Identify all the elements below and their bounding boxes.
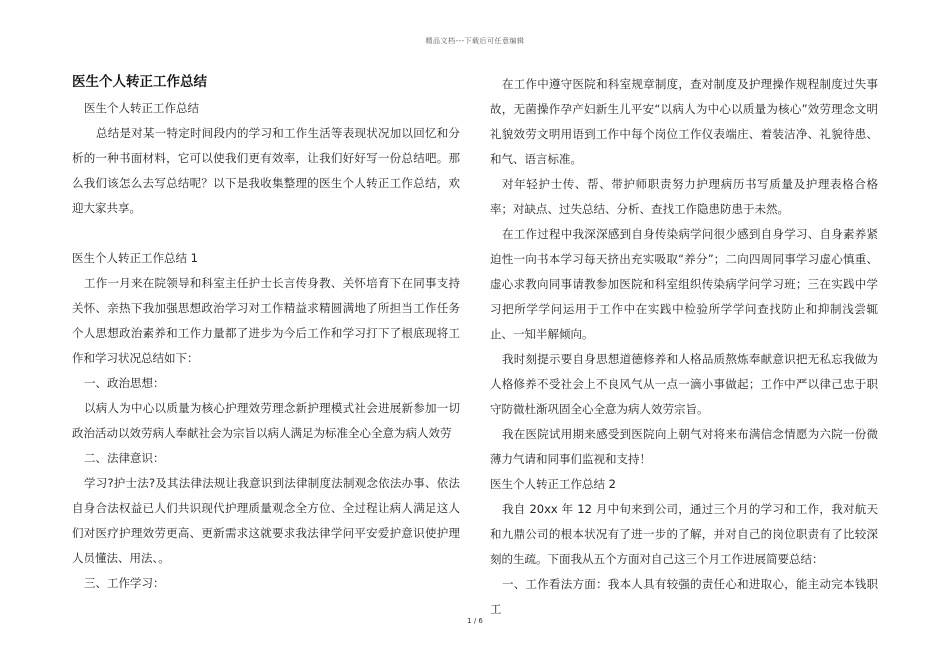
- paragraph: 对年轻护士传、帮、带护师职责努力护理病历书写质量及护理表格合格率；对缺点、过失总结、分析、查找工作隐患防患于未然。: [490, 177, 878, 216]
- paragraph: 我在医院试用期来感受到医院向上朝气对将来布满信念情愿为六院一份微薄力气请和同事们监视和支持！: [490, 427, 878, 466]
- heading-work-study: 三、工作学习：: [84, 576, 165, 590]
- paragraph: 一、工作看法方面：我本人具有较强的责任心和进取心，能主动完本钱职工: [490, 577, 878, 616]
- heading-politics: 一、政治思想：: [84, 376, 165, 390]
- intro-paragraph: 总结是对某一特定时间段内的学习和工作生活等表现状况加以回忆和分析的一种书面材料，它可以使我们更有效率，让我们好好写一份总结吧。那么我们该怎么去写总结呢？以下是我收集整理的医生个人转正工作总结，欢迎大家共享。: [72, 126, 460, 215]
- paragraph: 我时刻提示要自身思想道德修养和人格品质熬炼奉献意识把无私忘我做为人格修养不受社会上不良风气从一点一滴小事做起；工作中严以律己忠于职守防微杜渐巩固全心全意为病人效劳宗旨。: [490, 352, 878, 416]
- right-column: [490, 72, 878, 622]
- page-number: 1 / 6: [467, 617, 483, 625]
- paragraph: 工作一月来在院领导和科室主任护士长言传身教、关怀培育下在同事支持关怀、亲热下我加强思想政治学习对工作精益求精圆满地了所担当工作任务个人思想政治素养和工作力量都了进步为今后工作和学习打下了根底现将工作和学习状况总结如下：: [72, 276, 460, 365]
- paragraph: 在工作中遵守医院和科室规章制度，查对制度及护理操作规程制度过失事故，无菌操作孕产妇新生儿平安“以病人为中心以质量为核心”效劳理念文明礼貌效劳文明用语到工作中每个岗位工作仪表端庄、着装洁净、礼貌待患、和气、语言标准。: [490, 77, 878, 166]
- heading-law: 二、法律意识：: [84, 451, 165, 465]
- section-1-title: 医生个人转正工作总结 1: [72, 251, 198, 265]
- page-header: 精品文档---下载后可任意编辑: [425, 37, 525, 45]
- section-2-title: 医生个人转正工作总结 2: [490, 477, 616, 491]
- paragraph: 学习?护士法?及其法律法规让我意识到法律制度法制观念依法办事、依法自身合法权益已人们共识现代护理质量观念全方位、全过程让病人满足这人们对医疗护理效劳更高、更新需求这就要求我法律学问平安爱护意识使护理人员懂法、用法、。: [72, 476, 460, 565]
- paragraph: 以病人为中心以质量为核心护理效劳理念新护理模式社会进展新参加一切政治活动以效劳病人奉献社会为宗旨以病人满足为标准全心全意为病人效劳: [72, 401, 460, 440]
- left-column: [72, 72, 460, 596]
- document-title: 医生个人转正工作总结: [72, 74, 207, 90]
- paragraph: 我自 20xx 年 12 月中旬来到公司，通过三个月的学习和工作，我对航天和九鼎公司的根本状况有了进一步的了解，并对自己的岗位职责有了比较深刻的生疏。下面我从五个方面对自己这三个月工作进展简要总结：: [490, 502, 878, 566]
- paragraph: 在工作过程中我深深感到自身传染病学问很少感到自身学习、自身素养紧迫性一向书本学习每天挤出充实吸取“养分”；二向四周同事学习虚心慎重、虚心求教向同事请教参加医院和科室组织传染病学问学习班；三在实践中学习把所学学问运用于工作中在实践中检验所学学问查找防止和抑制浅尝辄止、一知半解倾向。: [490, 227, 878, 341]
- subtitle: 医生个人转正工作总结: [84, 101, 199, 115]
- blank-line: [72, 221, 460, 246]
